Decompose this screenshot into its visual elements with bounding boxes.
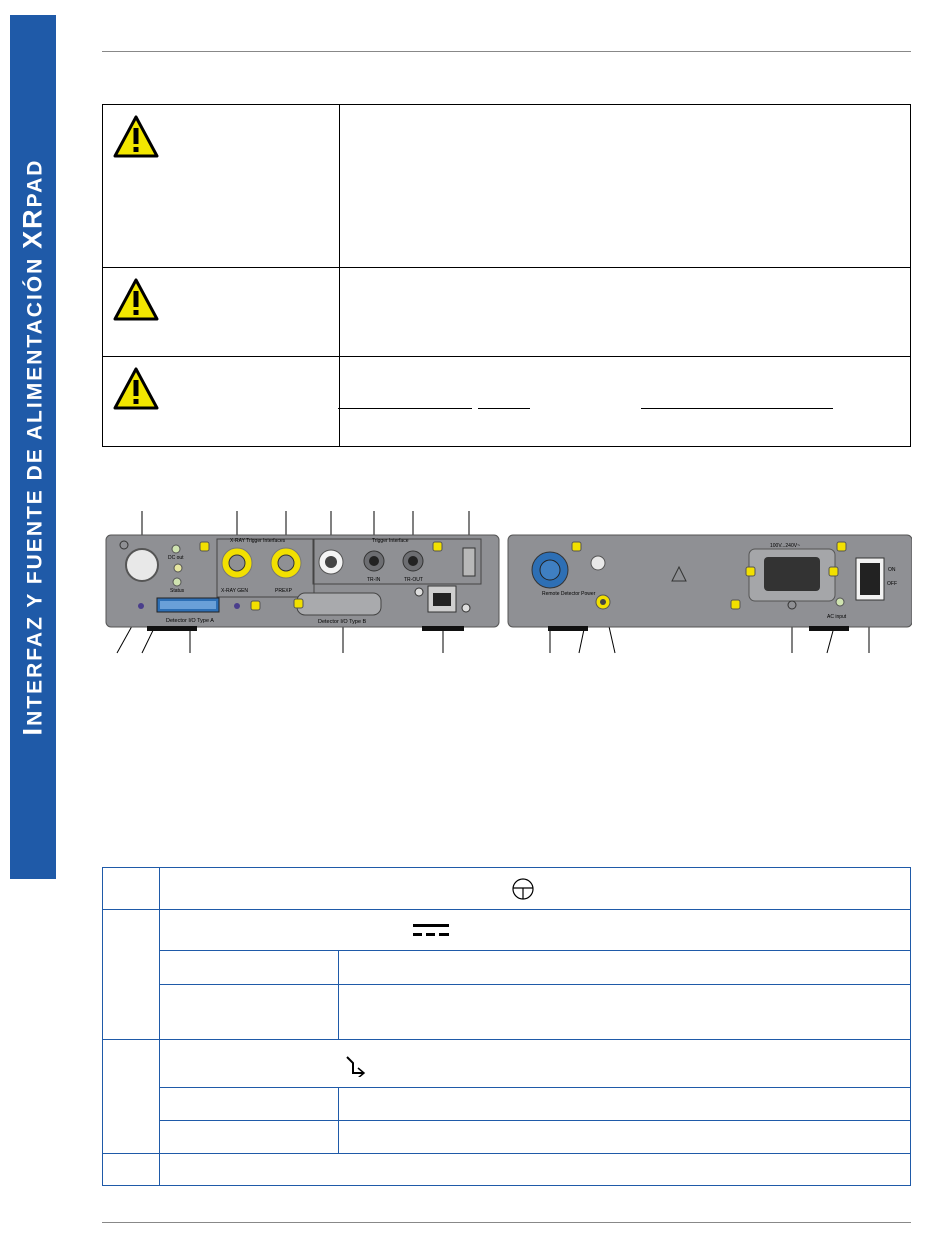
prexp-label: PREXP	[275, 588, 292, 594]
xray-gen-label: X-RAY GEN	[221, 588, 249, 594]
footer-rule	[102, 1222, 911, 1223]
legend-sub-cell	[160, 1121, 339, 1154]
tr-in-label: TR-IN	[367, 577, 381, 583]
legend-desc-cell	[339, 1121, 911, 1154]
sidebar-title: INTERFAZ Y FUENTE DE ALIMENTACIÓN XRPAD	[17, 158, 48, 736]
legend-sub-cell	[160, 985, 339, 1040]
dc-symbol-icon	[413, 921, 449, 941]
trigger-group-label: Trigger Interface	[372, 538, 409, 544]
on-label: ON	[888, 567, 896, 573]
rear-panel	[508, 535, 912, 631]
warning-icon-cell	[103, 357, 340, 447]
xray-group-label: X-RAY Trigger Interfaces	[230, 538, 286, 544]
tr-out-label: TR-OUT	[404, 577, 423, 583]
legend-number-cell	[103, 1040, 160, 1154]
legend-row	[160, 910, 911, 951]
off-label: OFF	[887, 581, 897, 587]
warning-triangle-icon	[113, 367, 159, 411]
underline	[641, 408, 833, 409]
warning-table	[102, 104, 911, 447]
panel-diagram	[100, 505, 912, 655]
legend-number-cell	[103, 868, 160, 910]
underline	[338, 408, 472, 409]
legend-row	[160, 1040, 911, 1088]
legend-number-cell	[103, 1154, 160, 1186]
legend-number-cell	[103, 910, 160, 1040]
voltage-label: 100V...240V~	[770, 543, 800, 549]
warning-text-cell	[340, 268, 911, 357]
legend-desc-cell	[339, 985, 911, 1040]
reference-symbol-icon	[511, 877, 535, 901]
warning-text-cell	[340, 105, 911, 268]
warning-triangle-icon	[113, 115, 159, 159]
detector-a-label: Detector I/O Type A	[166, 618, 214, 624]
legend-desc-cell	[339, 951, 911, 985]
led-dc-out-label: DC out	[168, 555, 184, 561]
legend-sub-cell	[160, 951, 339, 985]
warning-icon-cell	[103, 105, 340, 268]
legend-table	[102, 867, 911, 1186]
legend-desc-cell	[339, 1088, 911, 1121]
underline	[478, 408, 530, 409]
legend-row	[160, 868, 911, 910]
remote-power-label: Remote Detector Power	[542, 591, 596, 597]
detector-b-label: Detector I/O Type B	[318, 619, 367, 625]
status-symbol-icon	[344, 1053, 368, 1077]
warning-text-cell	[340, 357, 911, 447]
warning-triangle-icon	[113, 278, 159, 322]
led-status-label: Status	[170, 588, 185, 594]
legend-sub-cell	[160, 1088, 339, 1121]
front-panel	[106, 535, 499, 631]
ac-input-label: AC input	[827, 614, 847, 620]
header-rule	[102, 51, 911, 52]
legend-row	[160, 1154, 911, 1186]
warning-icon-cell	[103, 268, 340, 357]
